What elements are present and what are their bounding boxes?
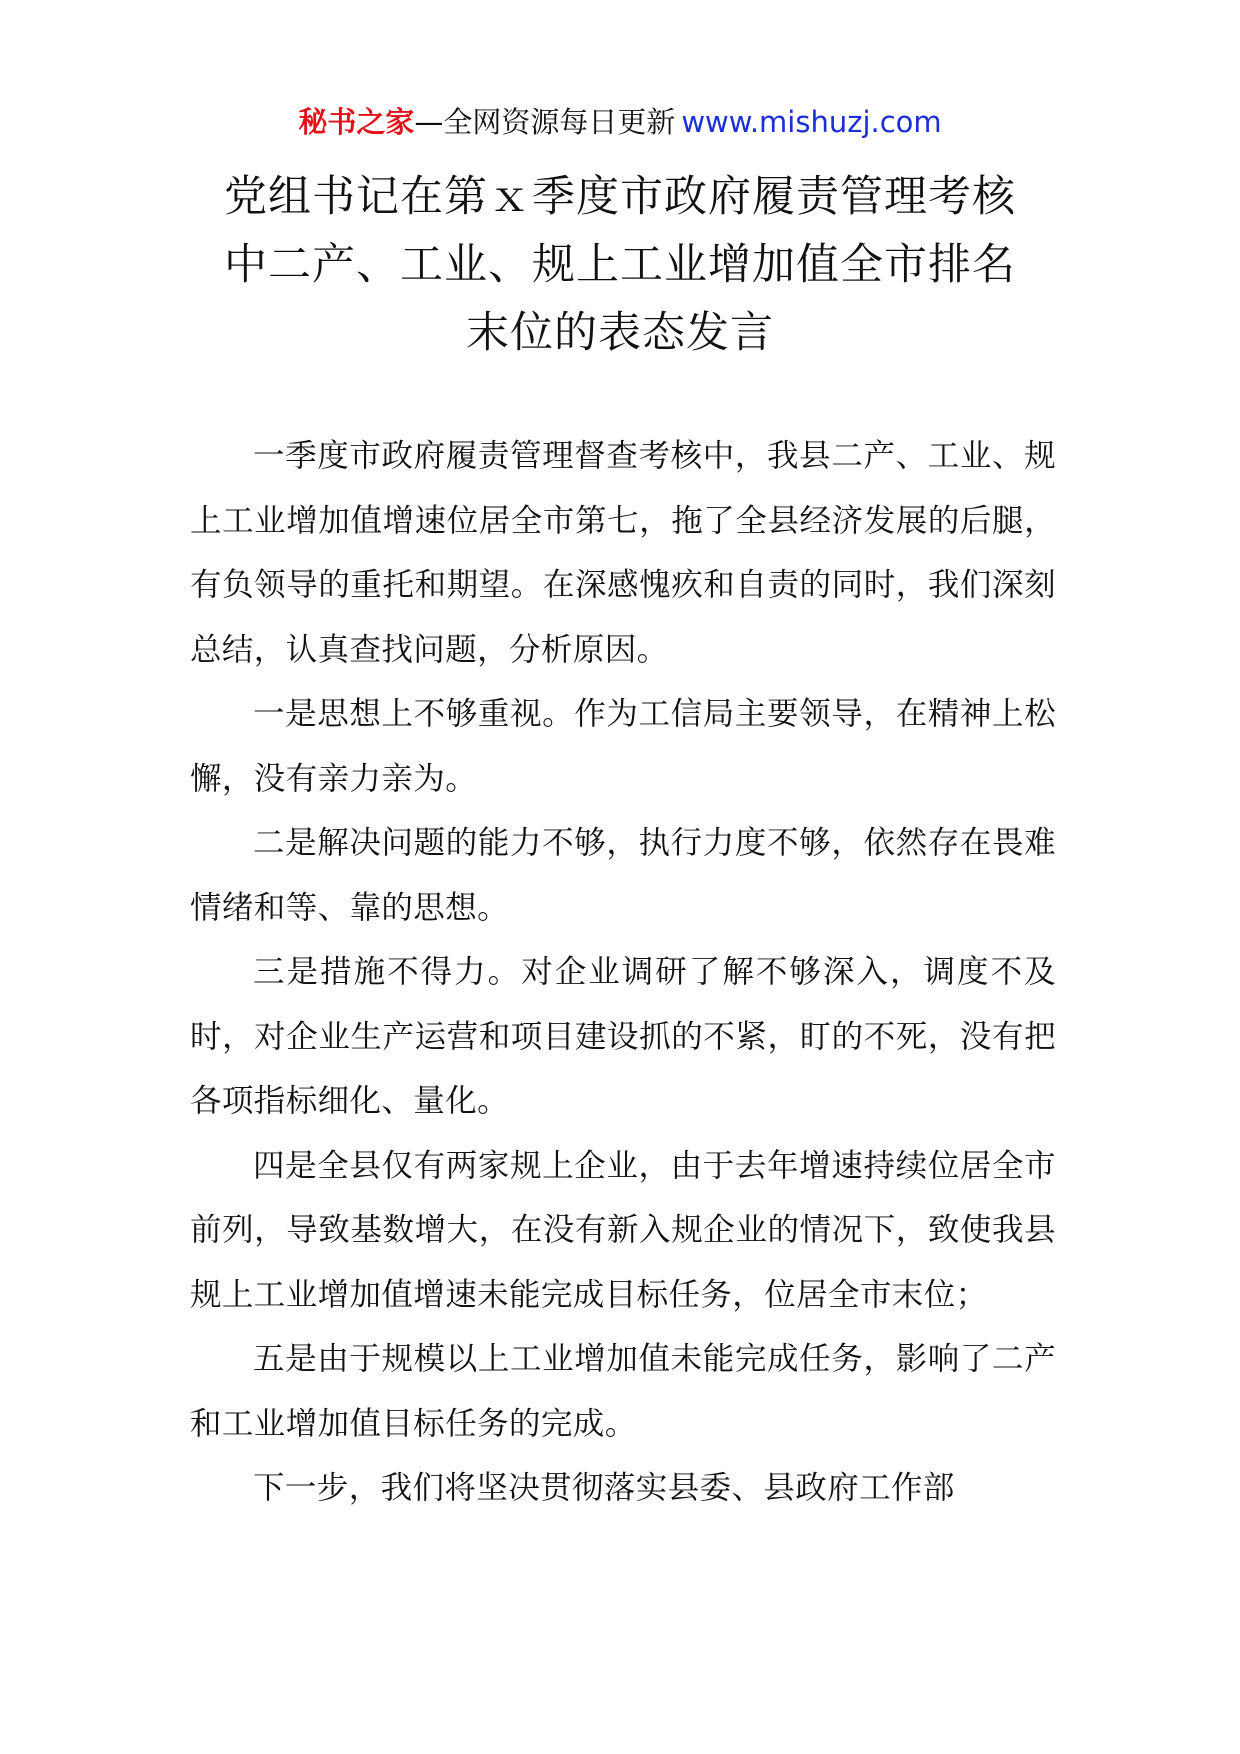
- paragraph-reason-5: 五是由于规模以上工业增加值未能完成任务，影响了二产和工业增加值目标任务的完成。: [190, 1341, 1056, 1442]
- title-line-1: 党组书记在第ｘ季度市政府履责管理考核: [224, 172, 1016, 222]
- paragraph-intro: 一季度市政府履责管理督查考核中，我县二产、工业、规上工业增加值增速位居全市第七，拖了全县经济发展的后腿，有负领导的重托和期望。在深感愧疚和自责的同时，我们深刻总结，认真查找问题，分析原因。: [190, 438, 1056, 668]
- paragraph-reason-2: 二是解决问题的能力不够，执行力度不够，依然存在畏难情绪和等、靠的思想。: [190, 825, 1056, 926]
- site-url-link[interactable]: www.mishuzj.com: [681, 105, 942, 139]
- site-header: [0, 100, 1240, 144]
- title-line-2: 中二产、工业、规上工业增加值全市排名: [224, 240, 1016, 290]
- paragraph-reason-4: 四是全县仅有两家规上企业，由于去年增速持续位居全市前列，导致基数增大，在没有新入规企业的情况下，致使我县规上工业增加值增速未能完成目标任务，位居全市末位；: [190, 1147, 1056, 1313]
- document-title: [190, 163, 1050, 367]
- paragraph-reason-1: 一是思想上不够重视。作为工信局主要领导，在精神上松懈，没有亲力亲为。: [190, 696, 1056, 797]
- paragraph-reason-3: 三是措施不得力。对企业调研了解不够深入，调度不及时，对企业生产运营和项目建设抓的不紧，盯的不死，没有把各项指标细化、量化。: [190, 954, 1056, 1119]
- document-body: [190, 424, 1056, 1521]
- title-line-3: 末位的表态发言: [466, 308, 774, 358]
- paragraph-next-step: 下一步，我们将坚决贯彻落实县委、县政府工作部: [253, 1470, 955, 1506]
- brand-name: 秘书之家: [298, 105, 415, 139]
- header-tagline: —全网资源每日更新: [414, 105, 676, 139]
